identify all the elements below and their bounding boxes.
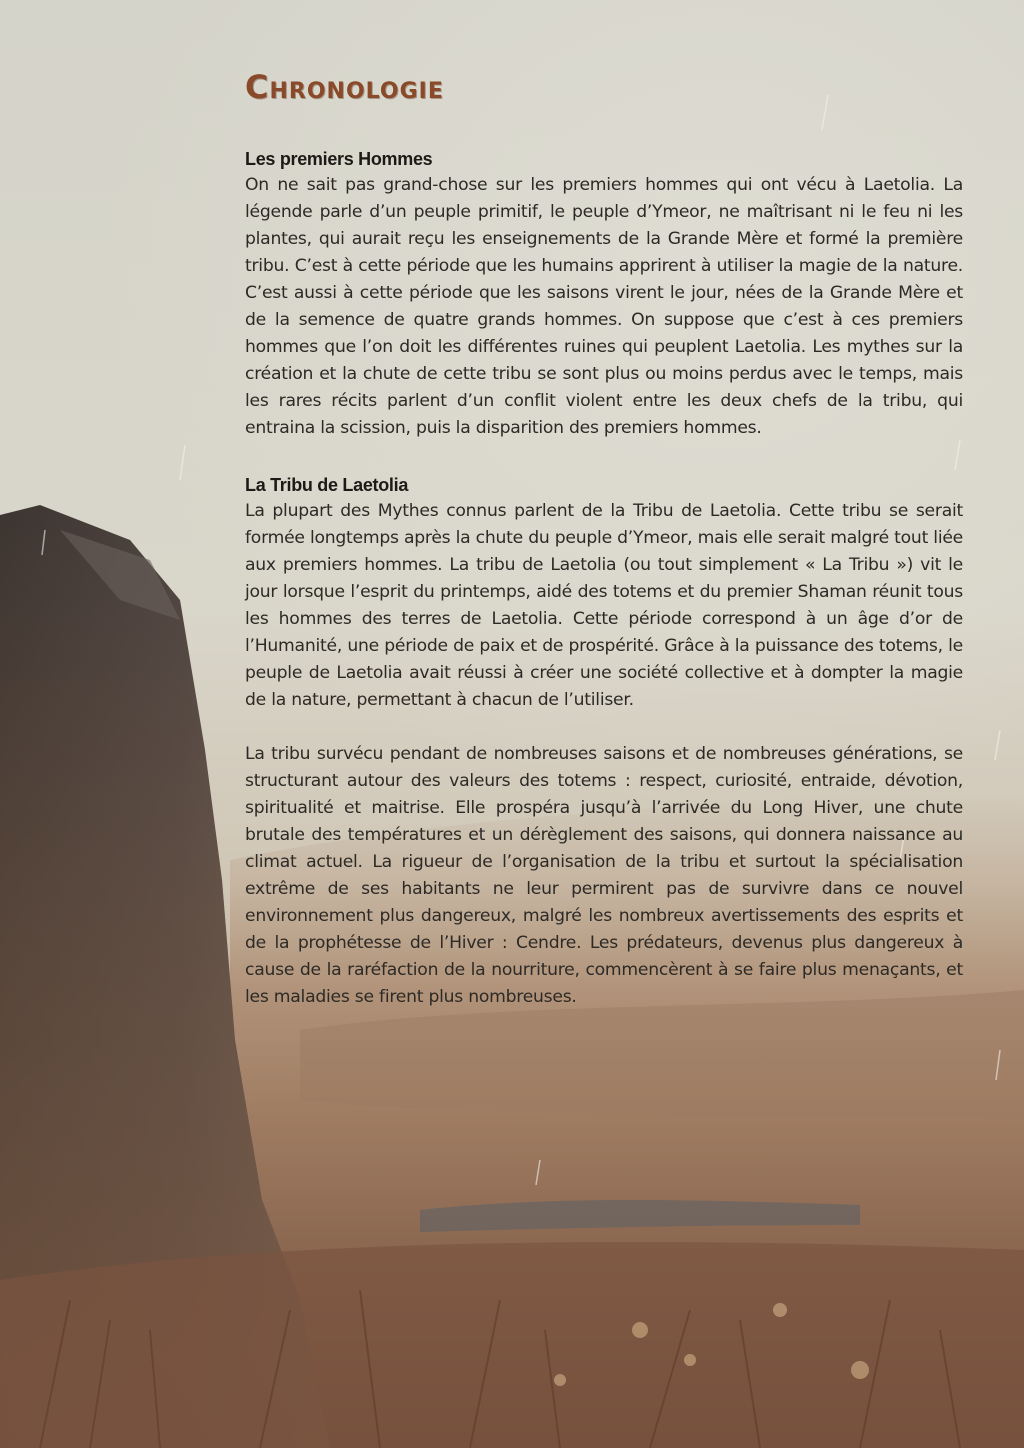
page-title: Chronologie <box>245 68 444 106</box>
paragraph: La tribu survécu pendant de nombreuses saisons et de nombreuses générations, se structurant autour des valeurs des totems : respect, curiosité, entraide, dévotion, spiritualité et maitrise. Elle prospéra jusqu’à l’arrivée du Long Hiver, une chute brutale des températures et un dérèglement des saisons, qui donnera naissance au climat actuel. La rigueur de l’organisation de la tribu et surtout la spécialisation extrême de ses habitants ne leur permirent pas de survivre dans ce nouvel environnement plus dangereux, malgré les nombreux avertissements des esprits et de la prophétesse de l’Hiver : Cendre. Les prédateurs, devenus plus dangereux à cause de la raréfaction de la nourriture, commencèrent à se faire plus menaçants, et les maladies se firent plus nombreuses. <box>245 744 963 1007</box>
document-content <box>245 58 963 1011</box>
paragraph: On ne sait pas grand-chose sur les premiers hommes qui ont vécu à Laetolia. La légende parle d’un peuple primitif, le peuple d’Ymeor, ne maîtrisant ni le feu ni les plantes, qui aurait reçu les enseignements de la Grande Mère et formé la première tribu. C’est à cette période que les humains apprirent à utiliser la magie de la nature. C’est aussi à cette période que les saisons virent le jour, nées de la Grande Mère et de la semence de quatre grands hommes. On suppose que c’est à ces premiers hommes que l’on doit les différentes ruines qui peuplent Laetolia. Les mythes sur la création et la chute de cette tribu se sont plus ou moins perdus avec le temps, mais les rares récits parlent d’un conflit violent entre les deux chefs de la tribu, qui entraina la scission, puis la disparition des premiers hommes. <box>245 175 963 438</box>
section-premiers-hommes <box>245 146 963 442</box>
paragraph: La plupart des Mythes connus parlent de la Tribu de Laetolia. Cette tribu se serait formée longtemps après la chute du peuple d’Ymeor, mais elle serait malgré tout liée aux premiers hommes. La tribu de Laetolia (ou tout simplement « La Tribu ») vit le jour lorsque l’esprit du printemps, aidé des totems et du premier Shaman réunit tous les hommes des terres de Laetolia. Cette période correspond à un âge d’or de l’Humanité, une période de paix et de prospérité. Grâce à la puissance des totems, le peuple de Laetolia avait réussi à créer une société collective et à dompter la magie de la nature, permettant à chacun de l’utiliser. <box>245 501 963 710</box>
section-heading: Les premiers Hommes <box>245 149 433 169</box>
section-heading: La Tribu de Laetolia <box>245 475 409 495</box>
section-tribu-laetolia <box>245 472 963 1011</box>
